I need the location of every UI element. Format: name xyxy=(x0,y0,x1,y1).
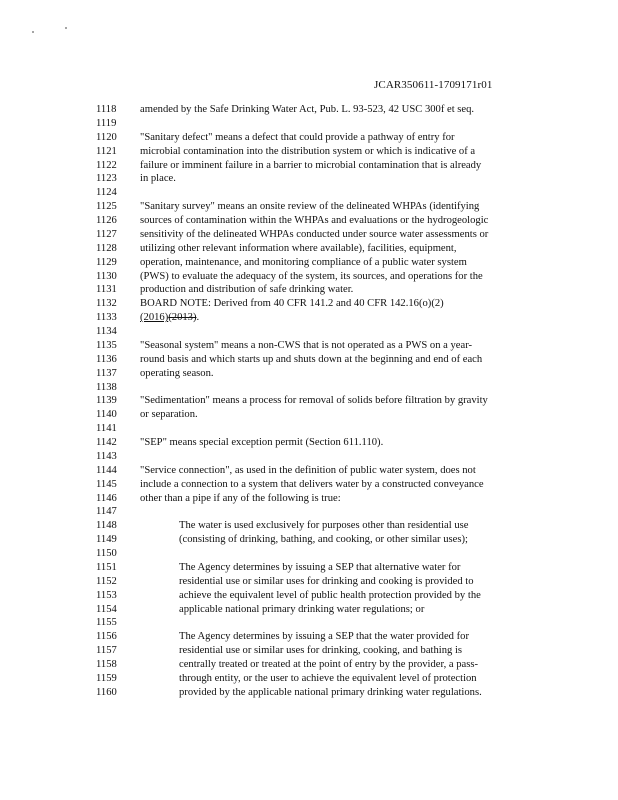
line-text: microbial contamination into the distribution system or which is indicative of a xyxy=(140,145,476,157)
line-text: through entity, or the user to achieve the equivalent level of protection xyxy=(179,672,477,684)
document-line xyxy=(0,242,618,256)
document-line xyxy=(0,159,618,173)
line-text: production and distribution of safe drinking water. xyxy=(140,284,354,296)
line-text: utilizing other relevant information where available), facilities, equipment, xyxy=(140,242,457,254)
line-number: 1139 xyxy=(96,395,117,407)
document-line xyxy=(0,450,618,464)
document-line xyxy=(0,658,618,672)
line-text: (consisting of drinking, bathing, and cooking, or other similar uses); xyxy=(179,534,468,546)
document-line xyxy=(0,172,618,186)
line-text: (PWS) to evaluate the adequacy of the system, its sources, and operations for the xyxy=(140,270,483,282)
document-line xyxy=(0,533,618,547)
line-number: 1151 xyxy=(96,561,117,573)
line-text: "Seasonal system" means a non-CWS that is not operated as a PWS on a year- xyxy=(140,339,473,351)
line-text: "SEP" means special exception permit (Section 611.110). xyxy=(140,437,384,448)
document-line xyxy=(0,519,618,533)
line-text: sources of contamination within the WHPAs and evaluations or the hydrogeologic xyxy=(140,215,489,226)
document-line xyxy=(0,103,618,117)
line-text: or separation. xyxy=(140,409,198,421)
line-text: applicable national primary drinking water regulations; or xyxy=(179,603,425,615)
document-line xyxy=(0,422,618,436)
line-number: 1137 xyxy=(96,367,117,379)
document-line xyxy=(0,214,618,228)
document-line xyxy=(0,117,618,131)
line-number: 1142 xyxy=(96,437,117,448)
line-text: "Service connection", as used in the definition of public water system, does not xyxy=(140,464,476,476)
line-number: 1143 xyxy=(96,450,117,462)
document-line xyxy=(0,464,618,478)
inserted-text: (2016) xyxy=(140,312,169,324)
document-line xyxy=(0,644,618,658)
document-line xyxy=(0,672,618,686)
scan-speck xyxy=(65,27,67,29)
line-number: 1153 xyxy=(96,589,117,601)
document-line xyxy=(0,630,618,644)
line-text: amended by the Safe Drinking Water Act, Pub. L. 93-523, 42 USC 300f et seq. xyxy=(140,104,475,115)
document-line xyxy=(0,200,618,214)
document-line xyxy=(0,478,618,492)
line-number: 1140 xyxy=(96,409,117,421)
line-number: 1124 xyxy=(96,187,117,199)
line-number: 1136 xyxy=(96,353,117,365)
line-number: 1125 xyxy=(96,201,117,213)
line-text: in place. xyxy=(140,173,176,185)
line-number: 1118 xyxy=(96,104,117,115)
document-line xyxy=(0,186,618,200)
line-text: centrally treated or treated at the point of entry by the provider, a pass- xyxy=(179,659,479,670)
line-number: 1157 xyxy=(96,645,117,657)
line-number: 1159 xyxy=(96,672,117,684)
line-text-end: . xyxy=(196,312,200,324)
document-line xyxy=(0,228,618,242)
line-number: 1131 xyxy=(96,284,117,296)
line-number: 1144 xyxy=(96,464,117,476)
line-number: 1130 xyxy=(96,270,117,282)
document-line xyxy=(0,367,618,381)
document-line xyxy=(0,311,618,325)
document-line xyxy=(0,603,618,617)
line-text: operation, maintenance, and monitoring compliance of a public water system xyxy=(140,256,467,268)
line-number: 1160 xyxy=(96,686,117,698)
line-number: 1148 xyxy=(96,520,117,532)
line-text: provided by the applicable national primary drinking water regulations. xyxy=(179,686,482,698)
line-number: 1138 xyxy=(96,381,117,393)
line-number: 1119 xyxy=(96,117,117,129)
line-number: 1155 xyxy=(96,617,117,629)
document-line xyxy=(0,131,618,145)
document-line xyxy=(0,589,618,603)
line-number: 1141 xyxy=(96,423,117,435)
line-number: 1123 xyxy=(96,173,117,185)
document-line xyxy=(0,325,618,339)
document-body xyxy=(0,103,618,700)
line-number: 1156 xyxy=(96,631,117,643)
document-line xyxy=(0,394,618,408)
line-text: The Agency determines by issuing a SEP that the water provided for xyxy=(179,631,469,643)
document-line xyxy=(0,408,618,422)
line-text: "Sedimentation" means a process for removal of solids before filtration by gravity xyxy=(140,395,488,407)
line-number: 1145 xyxy=(96,478,117,490)
line-text: "Sanitary survey" means an onsite review of the delineated WHPAs (identifying xyxy=(140,201,480,213)
line-number: 1134 xyxy=(96,326,117,337)
line-number: 1154 xyxy=(96,603,117,615)
line-number: 1133 xyxy=(96,312,117,324)
line-number: 1150 xyxy=(96,548,117,559)
line-number: 1149 xyxy=(96,534,117,546)
line-text xyxy=(140,311,199,325)
line-number: 1121 xyxy=(96,145,117,157)
line-number: 1126 xyxy=(96,215,117,226)
line-number: 1129 xyxy=(96,256,117,268)
line-text: residential use or similar uses for drinking, cooking, and bathing is xyxy=(179,645,463,657)
document-line xyxy=(0,616,618,630)
line-text: operating season. xyxy=(140,367,214,379)
document-line xyxy=(0,270,618,284)
document-line xyxy=(0,492,618,506)
line-number: 1152 xyxy=(96,575,117,587)
line-text: include a connection to a system that delivers water by a constructed conveyance xyxy=(140,478,484,490)
document-line xyxy=(0,575,618,589)
line-text: other than a pipe if any of the following is true: xyxy=(140,492,341,504)
document-line xyxy=(0,381,618,395)
document-line xyxy=(0,686,618,700)
document-line xyxy=(0,339,618,353)
scan-speck xyxy=(32,31,34,33)
document-line xyxy=(0,547,618,561)
document-line xyxy=(0,145,618,159)
line-text: round basis and which starts up and shuts down at the beginning and end of each xyxy=(140,353,483,365)
line-text: failure or imminent failure in a barrier to microbial contamination that is already xyxy=(140,159,482,171)
line-number: 1158 xyxy=(96,659,117,670)
line-number: 1122 xyxy=(96,159,117,171)
line-text: "Sanitary defect" means a defect that could provide a pathway of entry for xyxy=(140,131,455,143)
document-line xyxy=(0,353,618,367)
document-line xyxy=(0,561,618,575)
line-text: residential use or similar uses for drinking and cooking is provided to xyxy=(179,575,474,587)
line-number: 1132 xyxy=(96,298,117,310)
line-text: The water is used exclusively for purposes other than residential use xyxy=(179,520,469,532)
line-number: 1147 xyxy=(96,506,117,518)
line-number: 1128 xyxy=(96,242,117,254)
document-line xyxy=(0,256,618,270)
document-line xyxy=(0,283,618,297)
line-number: 1146 xyxy=(96,492,117,504)
line-text: BOARD NOTE: Derived from 40 CFR 141.2 and 40 CFR 142.16(o)(2) xyxy=(140,298,444,310)
line-number: 1127 xyxy=(96,228,117,240)
document-id: JCAR350611-1709171r01 xyxy=(374,79,493,91)
line-text: achieve the equivalent level of public health protection provided by the xyxy=(179,589,481,601)
document-line xyxy=(0,436,618,450)
deleted-text: (2013) xyxy=(168,312,197,324)
line-number: 1135 xyxy=(96,339,117,351)
line-text: The Agency determines by issuing a SEP that alternative water for xyxy=(179,561,461,573)
document-line xyxy=(0,505,618,519)
line-number: 1120 xyxy=(96,131,117,143)
line-text: sensitivity of the delineated WHPAs conducted under source water assessments or xyxy=(140,228,489,240)
document-line xyxy=(0,297,618,311)
